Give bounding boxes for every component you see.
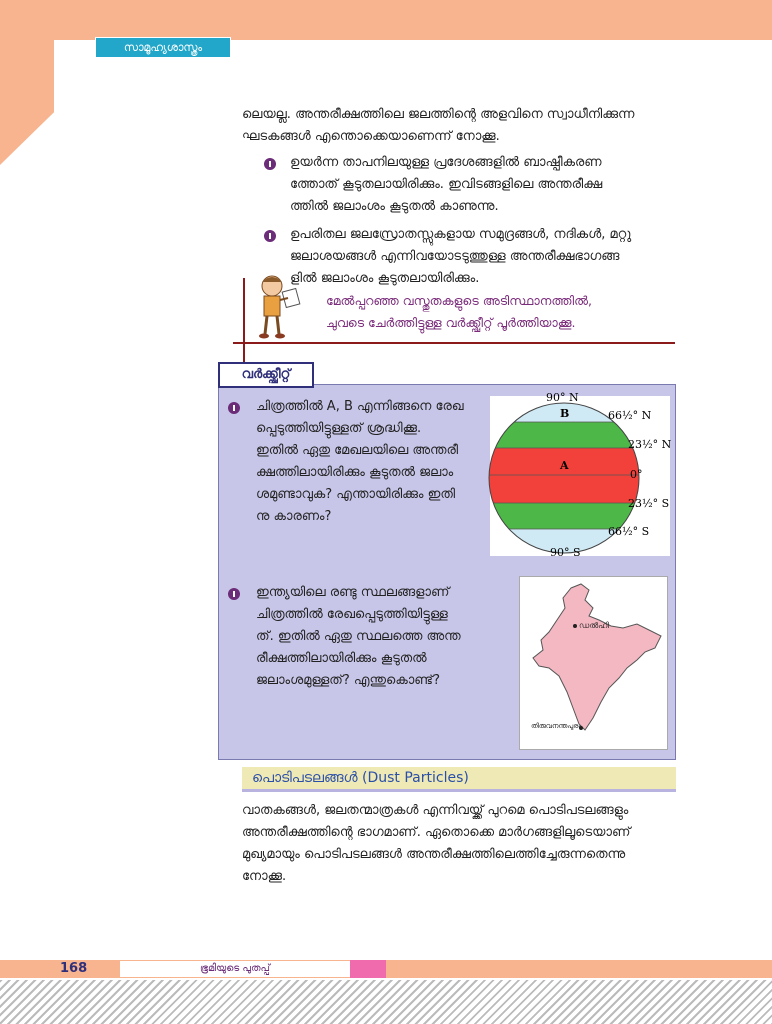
- footer-accent: [350, 960, 386, 978]
- corner-decoration: [0, 0, 54, 165]
- page-number: 168: [60, 961, 88, 976]
- note-line: ചുവടെ ചേർത്തിട്ടുള്ള വർക്ക്ഷീറ്റ് പൂർത്തിയാക്കൂ.: [326, 315, 576, 330]
- bullet-line: ത്തോത് കൂടുതലായിരിക്കും. ഇവിടങ്ങളിലെ അന്തരീക്ഷ: [290, 177, 603, 192]
- note-line: മേൽപ്പറഞ്ഞ വസ്തുതകളുടെ അടിസ്ഥാനത്തിൽ,: [326, 293, 592, 308]
- label-66s: 66½° S: [608, 525, 650, 538]
- bullet-icon: [264, 158, 276, 170]
- note-divider-horizontal: [233, 342, 675, 344]
- india-map: [519, 576, 666, 748]
- boy-reading-icon: [252, 272, 308, 342]
- question-line: ജലാംശമുള്ളത്? എന്തുകൊണ്ട്?: [256, 673, 440, 688]
- question-line: നു കാരണം?: [256, 509, 332, 524]
- body-text: [242, 800, 682, 888]
- subject-label: സാമൂഹ്യശാസ്ത്രം: [95, 37, 231, 58]
- bullet-icon: [228, 402, 240, 414]
- section-header: [242, 767, 676, 792]
- instruction-note: [326, 290, 676, 334]
- question-line: ശമുണ്ടാവുക? എന്തായിരിക്കും ഇതി: [256, 487, 456, 502]
- bullet-line: ത്തിൽ ജലാംശം കൂടുതൽ കാണുന്നു.: [290, 199, 499, 214]
- bullet-line: ളിൽ ജലാംശം കൂടുതലായിരിക്കും.: [290, 271, 480, 286]
- tropical-zone: [480, 448, 674, 503]
- bullet-line: ഉയർന്ന താപനിലയുള്ള പ്രദേശങ്ങളിൽ ബാഷ്പീകരണ: [290, 155, 602, 170]
- bullet-line: ഉപരിതല ജലസ്രോതസ്സുകളായ സമുദ്രങ്ങൾ, നദികൾ, മറ്റു: [290, 227, 632, 242]
- label-23s: 23½° S: [628, 497, 670, 510]
- intro-line: ഘടകങ്ങൾ എന്തൊക്കെയാണെന്ന് നോക്കൂ.: [242, 129, 500, 144]
- delhi-marker: [573, 624, 577, 628]
- label-equator: 0°: [630, 468, 643, 481]
- question-line: പ്പെടുത്തിയിട്ടുള്ളത് ശ്രദ്ധിക്കൂ.: [256, 421, 422, 436]
- label-66n: 66½° N: [608, 409, 652, 422]
- header-band: [0, 0, 772, 40]
- intro-line: ലെയല്ല. അന്തരീക്ഷത്തിലെ ജലത്തിന്റെ അളവിനെ സ്വാധീനിക്കുന്ന: [242, 107, 635, 122]
- bullet-icon: [264, 230, 276, 242]
- label-90s: 90° S: [550, 546, 581, 559]
- note-divider-vertical: [243, 278, 245, 366]
- question-line: രീക്ഷത്തിലായിരിക്കും കൂടുതൽ: [256, 651, 427, 666]
- latitude-globe-diagram: [480, 386, 674, 562]
- book-title: ഭൂമിയുടെ പുതപ്പ്: [120, 961, 350, 977]
- zone-a-label: A: [560, 459, 569, 472]
- thiruvananthapuram-label: തിരുവനന്തപുരം: [531, 722, 582, 730]
- question-2: [256, 582, 506, 692]
- label-90n: 90° N: [546, 391, 579, 404]
- section-title: പൊടിപടലങ്ങൾ (Dust Particles): [252, 770, 469, 786]
- body-line: വാതകങ്ങൾ, ജലതന്മാത്രകൾ എന്നിവയ്ക്ക് പുറമെ പൊടിപടലങ്ങളും: [242, 803, 629, 818]
- bullet-icon: [228, 588, 240, 600]
- body-line: നോക്കൂ.: [242, 869, 287, 884]
- zone-b-label: B: [560, 407, 570, 420]
- question-line: ത്. ഇതിൽ ഏതു സ്ഥലത്തെ അന്ത: [256, 629, 461, 644]
- body-line: മുഖ്യമായും പൊടിപടലങ്ങൾ അന്തരീക്ഷത്തിലെത്തിച്ചേരുന്നതെന്നു: [242, 847, 626, 862]
- body-line: അന്തരീക്ഷത്തിന്റെ ഭാഗമാണ്. ഏതൊക്കെ മാർഗങ്ങളിലൂടെയാണ്: [242, 825, 631, 840]
- footer-hatch: [0, 980, 772, 1024]
- question-line: ഇന്ത്യയിലെ രണ്ടു സ്ഥലങ്ങളാണ്: [256, 585, 450, 600]
- bullet-text: [290, 224, 680, 290]
- label-23n: 23½° N: [628, 438, 672, 451]
- question-line: ഇതിൽ ഏതു മേഖലയിലെ അന്തരീ: [256, 443, 459, 458]
- worksheet-title: വർക്ക്ഷീറ്റ്: [218, 362, 314, 388]
- question-line: ചിത്രത്തിൽ A, B എന്നിങ്ങനെ രേഖ: [256, 399, 464, 414]
- bullet-line: ജലാശയങ്ങൾ എന്നിവയോടടുത്തുള്ള അന്തരീക്ഷഭാഗങ്ങ: [290, 249, 620, 264]
- bullet-text: [290, 152, 680, 218]
- question-line: ചിത്രത്തിൽ രേഖപ്പെടുത്തിയിട്ടുള്ള: [256, 607, 448, 622]
- footer-band: [0, 960, 772, 978]
- delhi-label: ഡൽഹി: [579, 621, 609, 630]
- india-outline: [533, 584, 661, 730]
- question-1: [256, 396, 492, 528]
- intro-text: [242, 104, 682, 148]
- question-line: ക്ഷത്തിലായിരിക്കും കൂടുതൽ ജലാം: [256, 465, 454, 480]
